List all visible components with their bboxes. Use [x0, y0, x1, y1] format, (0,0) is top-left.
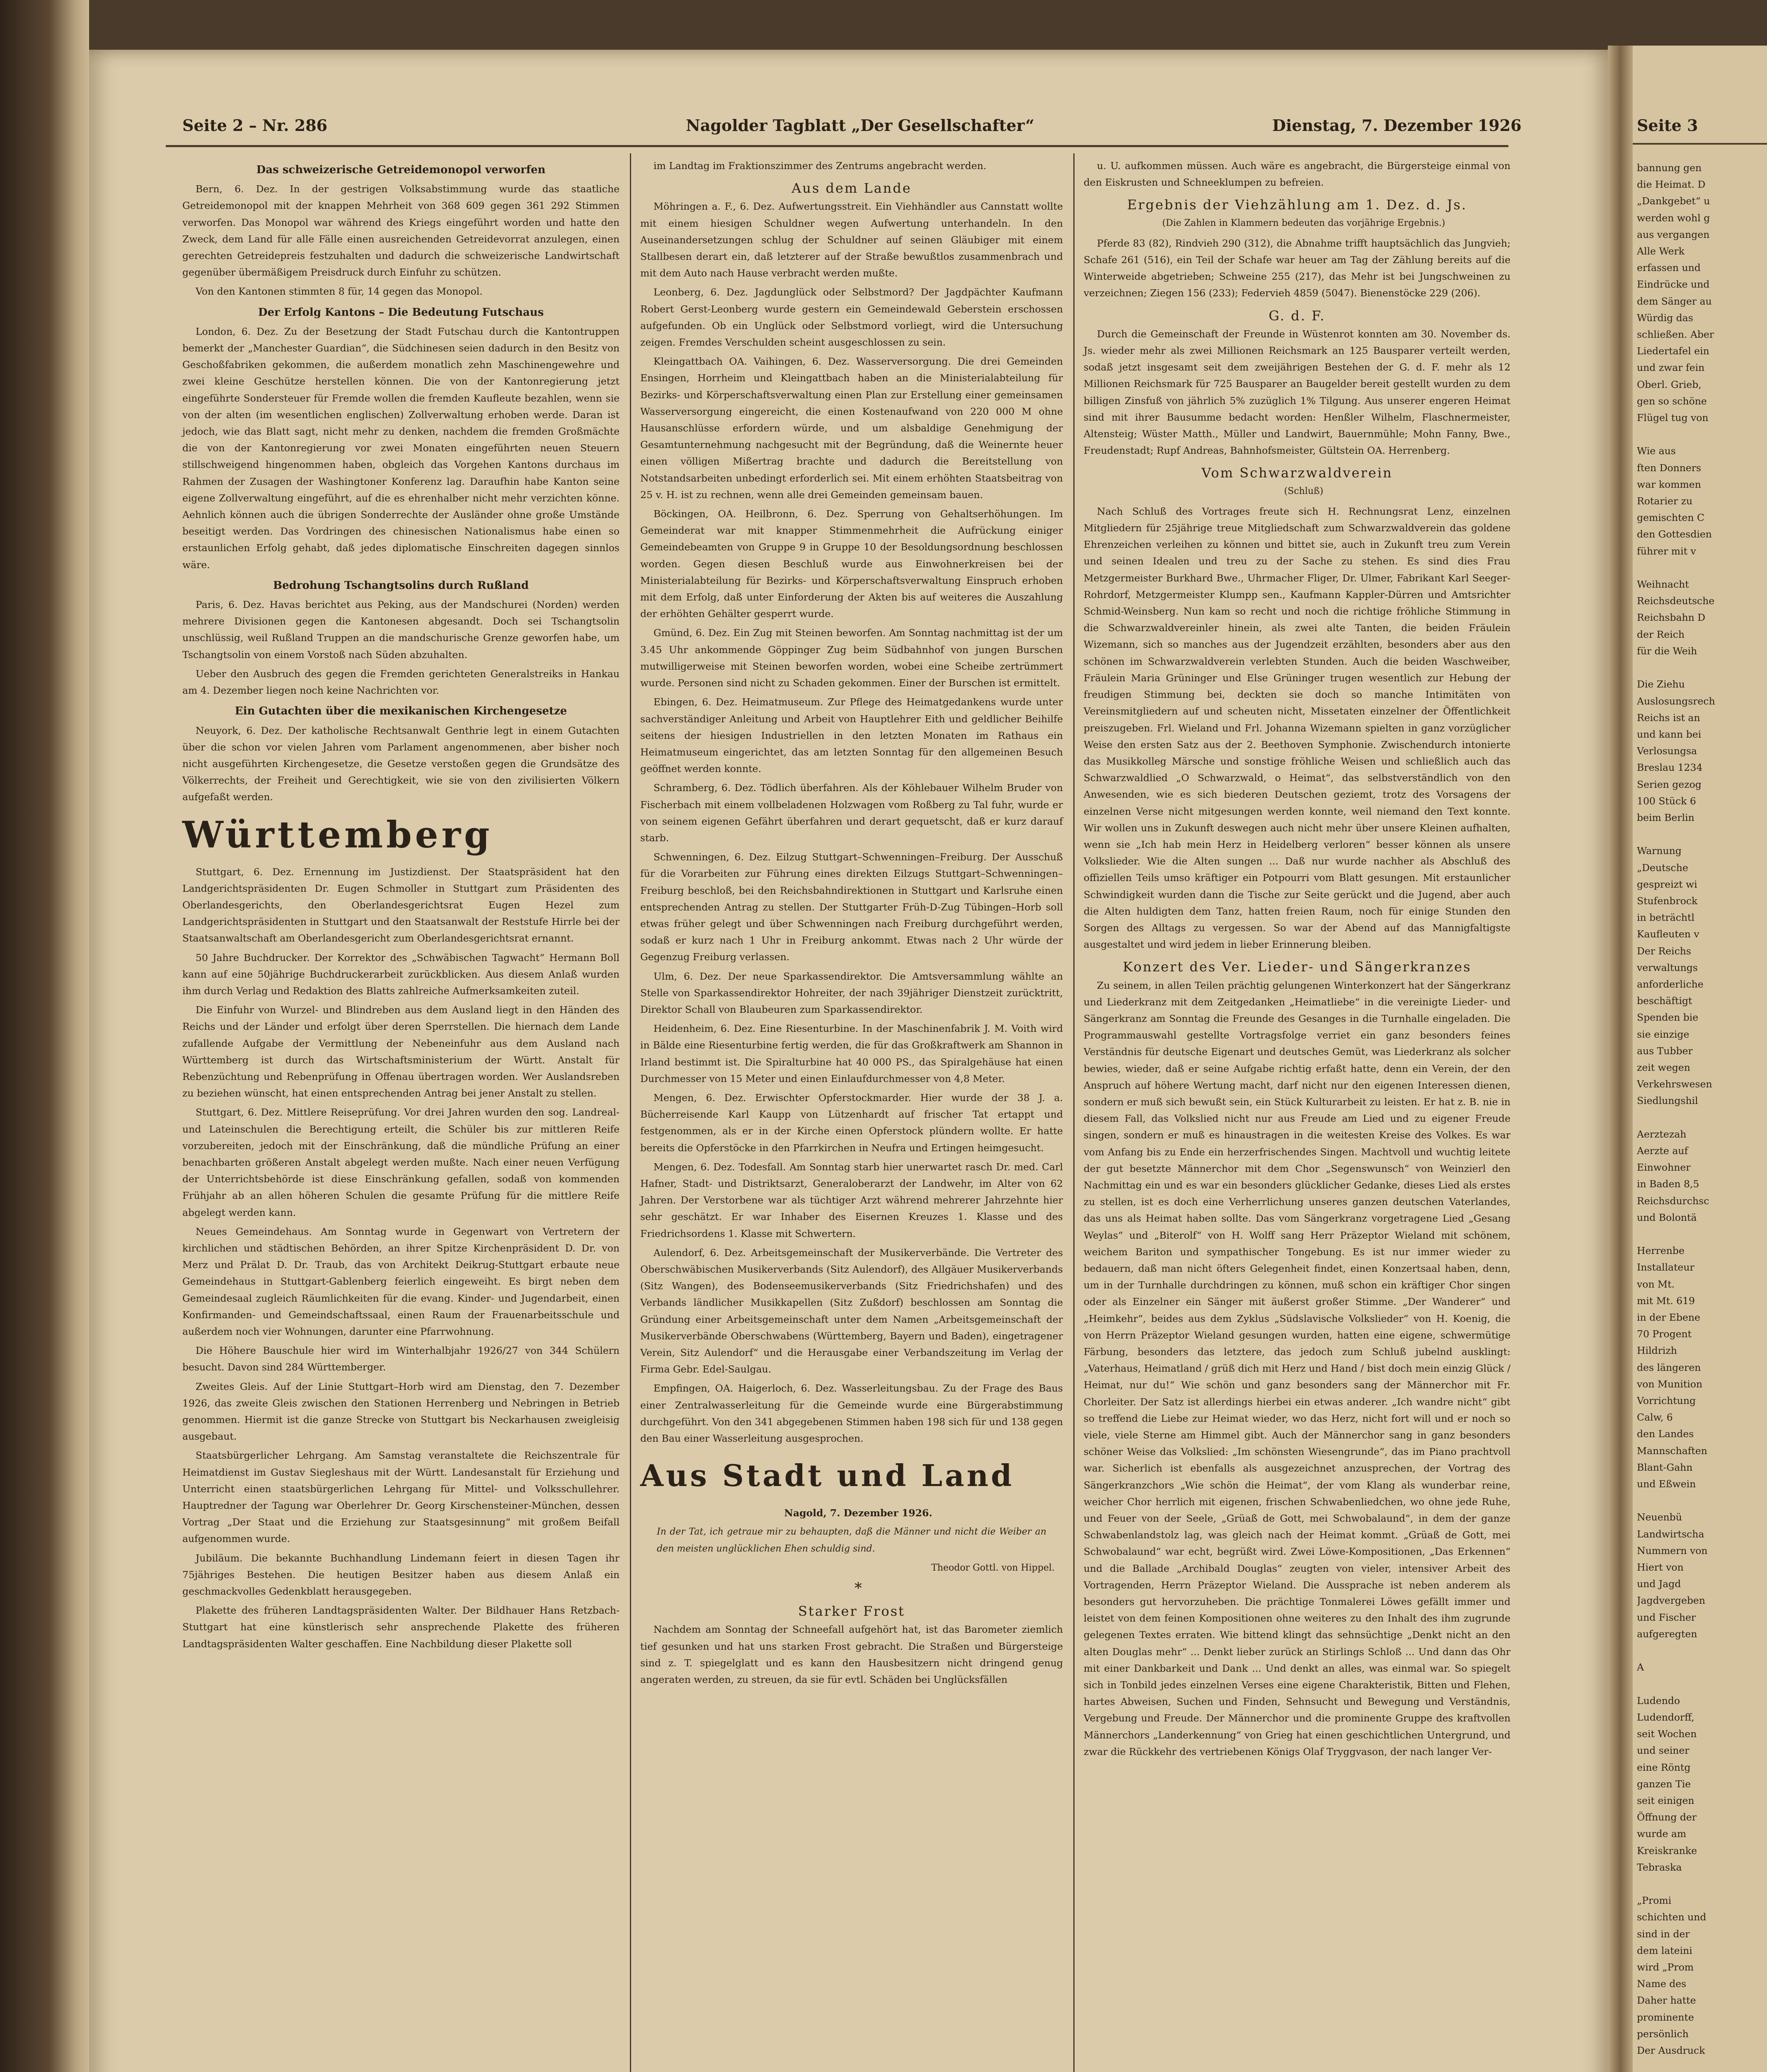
- headline: Der Erfolg Kantons – Die Bedeutung Futschaus: [258, 306, 544, 319]
- facing-page-line: Öffnung der: [1637, 1811, 1697, 1823]
- facing-page-line: Neuenbü: [1637, 1511, 1682, 1523]
- headline: Bedrohung Tschangtsolins durch Rußland: [273, 579, 529, 592]
- paragraph: Zu seinem, in allen Teilen prächtig gelungenen Winterkonzert hat der Sängerkranz und Liederkranz mit dem Zeitgedanken „Heimatliebe“ in die vereinigte Lieder- und Sängerkranz am Sonntag die Freunde des Gesanges in die Turnhalle eingeladen. Die Programmauswahl gestellte Vortragsfolge verriet ein ganz besonders feines Verständnis für deutsche Eigenart und deutsches Gemüt, was Liederkranz als solcher bewies, wieder, daß er seine Aufgabe richtig erfaßt hatte, denn ein Verein, der den Anspruch auf höhere Wertung macht, darf nicht nur den eigenen Interessen dienen, sondern er muß sich bewußt sein, ein Stück Kulturarbeit zu leisten. Er hat z. B. nie in diesem Fall, das Volkslied nicht nur aus Freude am Lied und zu eigener Freude singen, sondern er muß es hinaustragen in die weitesten Kreise des Volkes. Es war vom Anfang bis zu Ende ein herzerfrischendes Singen. Machtvoll und wuchtig leitete der gut besetzte Männerchor mit dem Chor „Segenswunsch“ von Weinzierl den Nachmittag ein und es war ein besonders glücklicher Gedanke, dieses Lied als erstes zu stellen, ist es doch eine Verherrlichung unseres ganzen deutschen Vaterlandes, das uns als Heimat haben sollte. Das vom Sängerkranz vorgetragene Lied „Gesang Weylas“ und „Biterolf“ von H. Wolff sang Herr Präzeptor Wieland mit schönem, weichem Bariton und sympathischer Tongebung. Es ist nur immer wieder zu bedauern, daß man nicht öfters Gelegenheit findet, einen Konzertsaal haben, denn, um in der Turnhalle durchdringen zu können, muß schon ein kräftiger Chor singen oder als Einzelner ein Sänger mit äußerst großer Stimme. „Der Wanderer“ und „Heimkehr“, beides aus dem Zyklus „Südslavische Volkslieder“ von H. Koenig, die von Herrn Präzeptor Wieland gesungen wurden, hatten eine eigene, schwermütige Färbung, besonders das letztere, das jedoch zum Schluß jubelnd ausklingt: „Vaterhaus, Heimatland / grüß dich mit Herz und Hand / bist doch mein einzig Glück / Heimat, nur du!“ Wie schön und ganz besonders sang der Männerchor mit Fr. Chorleiter. Der Satz ist allerdings hierbei ein etwas anderer. „Ich wandre nicht“ gibt so treffend die Liebe zur Heimat wieder, wo das Herz, nicht fort will und er noch so viele, viele Sterne am Himmel gibt. Auch der Männerchor sang in ganz besonders schöner Weise das Volkslied: „Im schönsten Wiesengrunde“, das im Piano prachtvoll war. Sicherlich ist ebenfalls als ausgezeichnet anzusprechen, der Vortrag des Sängerkranzchors „Wie schön die Heimat“, der vom Klang als wunderbar reine, weicher Chor herrlich mit eigenen, frischen Schwabenliedchen, wo ohne jede Ruhe, und Feuer von der Seele, „Grüaß de Gott, mei Schwobalaund“, in dem der ganze Schwabenlandstolz lag, was gleich nach der Heimat kommt. „Grüaß de Gott, mei Schwobalaund“ war echt, begrüßt wird. Zwei Löwe-Kompositionen, „Das Erkennen“ und die Ballade „Archibald Douglas“ zeugten von vieler, intensiver Arbeit des Vortragenden, Herrn Präzeptor Wieland. Die Aussprache ist neben anderem als besonders gut hervorzuheben. Die prächtige Tonmalerei Löwes gefällt immer und leistet von dem feinen Kompositionen ohne weiteres zu den Inhalt des ihm zugrunde gelegenen Textes erraten. Wie bittend klingt das sehnsüchtige „Denkt nicht an den alten Douglas mehr“ ... Denkt lieber zurück an Stirlings Schloß ... Und dann das Ohr mit einer Dankbarkeit und Dank ... Und denkt an alles, was einmal war. So spiegelt sich in Tonbild jedes einzelnen Verses eine eigene Charakteristik, Bitten und Flehen, hartes Abweisen, Suchen und Finden, Sehnsucht und Bewegung und Verständnis, Vergebung und Freude. Der Männerchor und die prominente Gruppe des kraftvollen Männerchors „Landerkennung“ von Grieg hat einen geschichtlichen Untergrund, und zwar die Rückkehr des vertriebenen Königs Olaf Tryggvason, der nach langer Ver-: [1084, 979, 1510, 1757]
- subsection-title: Konzert des Ver. Lieder- und Sängerkranzes: [1123, 959, 1472, 975]
- facing-page-line: sie einzige: [1637, 1028, 1690, 1040]
- facing-page-line: persönlich: [1637, 2028, 1689, 2040]
- facing-page-line: und zwar fein: [1637, 362, 1705, 374]
- facing-page-line: [1637, 826, 1765, 842]
- facing-page-line: Flügel tug von: [1637, 412, 1709, 424]
- facing-page-line: Kaufleuten v: [1637, 928, 1699, 940]
- subsection-title: Aus dem Lande: [792, 180, 912, 196]
- paragraph: Kleingattbach OA. Vaihingen, 6. Dez. Wasserversorgung. Die drei Gemeinden Ensingen, Horrheim und Kleingattbach haben an die Ministerialabteilung für Bezirks- und Körperschaftsverwaltung einen Plan zur Erstellung einer gemeinsamen Wasserversorgung eingereicht, die einen Kostenaufwand von 220 000 M ohne Hausanschlüsse erfordern würde, und um alsbaldige Genehmigung der Gesamtunternehmung nachgesucht mit der Begründung, daß die Weinernte heuer einen völligen Mißertrag brachte und dadurch die Bereitstellung von Notstandsarbeiten unbedingt erforderlich sei. Mit einem erhöhten Staatsbeitrag von 25 v. H. ist zu rechnen, wenn alle drei Gemeinden gemeinsam bauen.: [640, 356, 1063, 501]
- facing-page-line: aus Tubber: [1637, 1045, 1693, 1057]
- paragraph: Neuyork, 6. Dez. Der katholische Rechtsanwalt Genthrie legt in einem Gutachten über die schon vor vielen Jahren vom Parlament angenommenen, aber bisher noch nicht ausgeführten Kirchengesetze, die Gesetze verstoßen gegen die Grundsätze des Völkerrechts, der Freiheit und Gerechtigkeit, wie sie von den zivilisierten Völkern aufgefaßt werden.: [182, 724, 620, 803]
- facing-page-line: eine Röntg: [1637, 1761, 1691, 1773]
- paragraph: Die Einfuhr von Wurzel- und Blindreben aus dem Ausland liegt in den Händen des Reichs und der Länder und erfolgt über deren Sperrstellen. Die hiernach dem Lande zufallende Aufgabe der Vermittlung der Nebeneinfuhr aus dem Ausland nach Württemberg ist durch das Wirtschaftsministerium der Württ. Anstalt für Rebenzüchtung und Rebenprüfung in Offenau übertragen worden. Wer Auslandsreben zu beziehen wünscht, hat einen entsprechenden Antrag bei jener Anstalt zu stellen.: [182, 1004, 620, 1099]
- facing-page-line: Hiert von: [1637, 1561, 1684, 1573]
- facing-page-line: Reichs ist an: [1637, 712, 1700, 724]
- facing-page-line: seit einigen: [1637, 1794, 1694, 1806]
- paragraph: Gmünd, 6. Dez. Ein Zug mit Steinen beworfen. Am Sonntag nachmittag ist der um 3.45 Uhr ankommende Göppinger Zug beim Südbahnhof von jungen Burschen mutwilligerweise mit Steinen beworfen worden, wobei eine Scheibe zertrümmert wurde. Personen sind nicht zu Schaden gekommen. Einer der Burschen ist ermittelt.: [640, 627, 1063, 689]
- facing-page-line: 100 Stück 6: [1637, 795, 1696, 807]
- facing-page-line: und seiner: [1637, 1745, 1690, 1757]
- facing-page-line: [1637, 1642, 1765, 1659]
- paragraph: Ebingen, 6. Dez. Heimatmuseum. Zur Pflege des Heimatgedankens wurde unter sachverständiger Anleitung und Arbeit von Hauptlehrer Eith und geldlicher Beihilfe seitens der hiesigen Industriellen in den letzten Monaten im Rathaus ein Heimatmuseum eingerichtet, das am letzten Sonntag für den allgemeinen Besuch geöffnet werden konnte.: [640, 696, 1063, 775]
- paragraph: Staatsbürgerlicher Lehrgang. Am Samstag veranstaltete die Reichszentrale für Heimatdienst im Gustav Siegleshaus mit der Württ. Landesanstalt für Erziehung und Unterricht einen staatsbürgerlichen Lehrgang für Mittel- und Volksschullehrer. Hauptredner der Tagung war Oberlehrer Dr. Georg Kirschensteiner-München, dessen Vortrag „Der Staat und die Erziehung zur Staatsgesinnung“ mit großem Beifall aufgenommen wurde.: [182, 1450, 620, 1545]
- headline: Das schweizerische Getreidemonopol verworfen: [256, 164, 546, 176]
- facing-page-line: Wie aus: [1637, 445, 1676, 457]
- masthead: Nagolder Tagblatt „Der Gesellschafter“: [686, 116, 1034, 135]
- facing-page-line: in beträchtl: [1637, 912, 1695, 924]
- facing-page-line: Hildrizh: [1637, 1345, 1677, 1357]
- facing-page-line: wurde am: [1637, 1828, 1687, 1840]
- facing-page-line: Verkehrswesen: [1637, 1078, 1712, 1090]
- facing-page-line: Siedlungshil: [1637, 1095, 1698, 1107]
- facing-page-line: [1637, 559, 1765, 576]
- facing-page-column: [1637, 160, 1765, 2059]
- facing-page-line: Ludendo: [1637, 1694, 1680, 1706]
- facing-page-line: Rotarier zu: [1637, 495, 1693, 507]
- paragraph: Schwenningen, 6. Dez. Eilzug Stuttgart–Schwenningen–Freiburg. Der Ausschuß für die Vorarbeiten zur Führung eines direkten Eilzugs Stuttgart–Schwenningen–Freiburg beschloß, bei den Reichsbahndirektionen in Stuttgart und Karlsruhe einen entsprechenden Antrag zu stellen. Der Stuttgarter Früh-D-Zug Tübingen–Horb soll etwas früher gelegt und über Schwenningen nach Freiburg durchgeführt werden, sodaß er kurz nach 1 Uhr in Freiburg ankommt. Etwas nach 2 Uhr würde der Gegenzug Freiburg verlassen.: [640, 851, 1063, 963]
- facing-page-line: Der Ausdruck: [1637, 2044, 1705, 2056]
- facing-page-line: Jagdvergeben: [1637, 1595, 1705, 1607]
- facing-page-header: Seite 3: [1637, 116, 1698, 135]
- facing-page-line: war kommen: [1637, 478, 1701, 490]
- facing-page-line: von Munition: [1637, 1378, 1703, 1390]
- header-rule: [166, 145, 1508, 147]
- facing-page-line: Reichsdeutsche: [1637, 595, 1715, 607]
- facing-page-line: ganzen Tie: [1637, 1778, 1691, 1790]
- facing-page-line: mit Mt. 619: [1637, 1295, 1695, 1307]
- separator: *: [854, 1580, 862, 1598]
- facing-page-line: beschäftigt: [1637, 995, 1692, 1007]
- facing-page-line: und Fischer: [1637, 1611, 1696, 1623]
- facing-page-line: [1637, 1226, 1765, 1242]
- facing-page-line: Spenden bie: [1637, 1012, 1699, 1024]
- facing-page-line: Aerztezah: [1637, 1128, 1687, 1140]
- facing-page-line: dem lateini: [1637, 1944, 1692, 1956]
- facing-page-line: Der Reichs: [1637, 945, 1691, 957]
- paragraph: Die Höhere Bauschule hier wird im Winterhalbjahr 1926/27 von 344 Schülern besucht. Davon sind 284 Württemberger.: [182, 1345, 620, 1373]
- facing-page-line: „Dankgebet“ u: [1637, 195, 1710, 207]
- paragraph: London, 6. Dez. Zu der Besetzung der Stadt Futschau durch die Kantontruppen bemerkt der „Manchester Guardian“, die Südchinesen seien dadurch in den Besitz von Geschoßfabriken gekommen, die außerdem monatlich zehn Maschinengewehre und zwei kleine Geschütze herstellen können. Die von der Kantonregierung jetzt eingeführte Sondersteuer für Fremde wollen die fremden Kaufleute bezahlen, wenn sie von der alten (im wesentlichen englischen) Zollverwaltung erhoben werde. Daran ist jedoch, wie das Blatt sagt, nicht mehr zu denken, nachdem die fremden Großmächte die von der Kantonregierung vor zwei Monaten eingeführten neuen Steuern stillschweigend hingenommen haben, obgleich das Vorgehen Kantons durchaus im Rahmen der Zusagen der Washingtoner Konferenz lag. Daraufhin habe Kanton seine eigene Zollverwaltung eingeführt, auf die es ehrenhalber nicht mehr verzichten könne. Aehnlich können auch die übrigen Sonderrechte der Ausländer ohne große Umstände beseitigt werden. Das Vordringen des chinesischen Nationalismus habe einen so erstaunlichen Erfolg gehabt, daß jedes diplomatische Einschreiten dagegen sinnlos wäre.: [182, 325, 620, 571]
- paragraph: Plakette des früheren Landtagspräsidenten Walter. Der Bildhauer Hans Retzbach-Stuttgart hat eine künstlerisch sehr ansprechende Plakette des früheren Landtagspräsidenten Walter geschaffen. Eine Nachbildung dieser Plakette soll: [182, 1605, 620, 1650]
- facing-page-line: Serien gezog: [1637, 778, 1702, 790]
- page-number: Seite 2 – Nr. 286: [182, 116, 327, 135]
- facing-page-line: gen so schöne: [1637, 395, 1707, 407]
- facing-page-line: Kreiskranke: [1637, 1844, 1697, 1857]
- facing-page-line: Weihnacht: [1637, 579, 1689, 591]
- facing-page-line: Nummern von: [1637, 1544, 1708, 1556]
- paragraph: Stuttgart, 6. Dez. Ernennung im Justizdienst. Der Staatspräsident hat den Landgerichtspräsidenten Dr. Eugen Schmoller in Stuttgart zum Präsidenten des Oberlandesgerichts, den Oberlandesgerichtsrat Eugen Hezel zum Landgerichtspräsidenten in Stuttgart und den Staatsanwalt der Reststufe Hirrle bei der Staatsanwaltschaft am Oberlandesgericht zum Oberlandesgerichtsrat ernannt.: [182, 866, 620, 944]
- column-rule-1: [630, 153, 631, 2072]
- facing-page-line: A: [1637, 1661, 1644, 1673]
- facing-page-line: [1637, 1876, 1765, 1892]
- paragraph: Heidenheim, 6. Dez. Eine Riesenturbine. In der Maschinenfabrik J. M. Voith wird in Bälde eine Riesenturbine fertig werden, die für das Großkraftwerk am Shannon in Irland bestimmt ist. Die Spiralturbine hat 40 000 PS., das Spiralgehäuse hat einen Durchmesser von 15 Meter und einen Einlaufdurchmesser von 4,8 Meter.: [640, 1023, 1063, 1084]
- facing-page-line: Installateur: [1637, 1261, 1694, 1273]
- facing-page-line: verwaltungs: [1637, 961, 1698, 973]
- facing-page-line: seit Wochen: [1637, 1728, 1697, 1740]
- facing-page-line: Breslau 1234: [1637, 762, 1703, 774]
- facing-page-line: dem Sänger au: [1637, 295, 1712, 307]
- facing-page-line: [1637, 1109, 1765, 1126]
- facing-page-line: den Gottesdien: [1637, 528, 1712, 540]
- paragraph: Böckingen, OA. Heilbronn, 6. Dez. Sperrung von Gehaltserhöhungen. Im Gemeinderat war mit knapper Stimmenmehrheit die Aufrückung einiger Gemeindebeamten von Gruppe 9 in Gruppe 10 der Besoldungsordnung beschlossen worden. Gegen diesen Beschluß wurde aus Einwohnerkreisen bei der Ministerialabteilung für Bezirks- und Körperschaftsverwaltung Einspruch erhoben mit dem Erfolg, daß unter Einforderung der Akten bis auf weiteres die Auszahlung der erhöhten Gehälter gesperrt wurde.: [640, 508, 1063, 620]
- subsection-title: G. d. F.: [1268, 307, 1326, 324]
- paragraph: Von den Kantonen stimmten 8 für, 14 gegen das Monopol.: [196, 286, 483, 298]
- section-title: Württemberg: [182, 813, 493, 856]
- facing-page-line: Ludendorff,: [1637, 1711, 1694, 1723]
- facing-page-line: zeit wegen: [1637, 1061, 1690, 1073]
- facing-page-line: Landwirtscha: [1637, 1528, 1704, 1540]
- paragraph: im Landtag im Fraktionszimmer des Zentrums angebracht werden.: [654, 160, 987, 172]
- facing-page-line: die Heimat. D: [1637, 179, 1706, 191]
- facing-page-line: erfassen und: [1637, 262, 1701, 274]
- facing-page-line: [1637, 1675, 1765, 1692]
- facing-page: [1633, 46, 1767, 2072]
- facing-page-line: Stufenbrock: [1637, 895, 1698, 907]
- paragraph: Nach Schluß des Vortrages freute sich H. Rechnungsrat Lenz, einzelnen Mitgliedern für 25jährige treue Mitgliedschaft zum Schwarzwaldverein das goldene Ehrenzeichen verleihen zu können und bittet sie, auch in Zukunft treu zum Verein und seinen Idealen und treu zu der Sache zu stehen. Es sind dies Frau Metzgermeister Burkhard Bwe., Uhrmacher Fliger, Dr. Ulmer, Fabrikant Karl Seeger-Rohrdorf, Metzgermeister Klumpp sen., Kaufmann Kappler-Dürren und Amtsrichter Schmid-Weinsberg. Nun kam so recht und noch die richtige fröhliche Stimmung in die Schwarzwaldvereinler hinein, als zwei alte Tanten, die beiden Fräulein Wizemann, sich so manches aus der Jugendzeit erzählten, besonders aber aus den schönen im Schwarzwaldverein verlebten Stunden. Auch die beiden Waschweiber, Fräulein Maria Grüninger und Else Grüninger trugen wesentlich zur Hebung der freudigen Stimmung bei, deckten sie doch so manche Intimitäten von Vereinsmitgliedern auf und scheuten nicht, Missetaten einzelner der Öffentlichkeit preiszugeben. Frl. Wieland und Frl. Johanna Wizemann spielten in ganz vorzüglicher Weise den ersten Satz aus der 2. Beethoven Symphonie. Zwischendurch intonierte das Musikkolleg Märsche und sonstige fröhliche Weisen und schließlich auch das Schwarzwaldlied „O Schwarzwald, o Heimat“, das selbstverständlich von den Anwesenden, wie es sich biederen Deutschen geziemt, trotz des Vorsagens der einzelnen Verse nicht mitgesungen werden konnte, weil niemand den Text konnte. Wir wollen uns in Zukunft deswegen auch nicht mehr über unsere Kleinen aufhalten, wenn sie „Ich hab mein Herz in Heidelberg verloren“ besser können als unsere Volkslieder. Wie die Alten sungen ... Daß nur wurde nachher als Abschluß des offiziellen Teils umso kräftiger ein Potpourri vom Blatt gesungen. Mit erstaunlicher Schwindigkeit wurden dann die Tische zur Seite gerückt und die Jugend, aber auch die Alten huldigten dem Tanz, hatten freien Raum, noch für einige Stunden den Sorgen des Alltags zu vergessen. So war der Abend auf das Mannigfaltigste ausgestaltet und wird jedem in lieber Erinnerung bleiben.: [1084, 505, 1510, 951]
- facing-page-line: Die Ziehu: [1637, 678, 1685, 690]
- facing-page-line: und Jagd: [1637, 1578, 1681, 1590]
- facing-page-line: und kann bei: [1637, 728, 1702, 740]
- page-gutter: [1608, 46, 1633, 2072]
- facing-page-line: gespreizt wi: [1637, 878, 1697, 890]
- facing-page-line: Eindrücke und: [1637, 278, 1710, 290]
- column-2: [640, 157, 1063, 1690]
- facing-page-line: und Eßwein: [1637, 1478, 1696, 1490]
- facing-page-line: Würdig das: [1637, 312, 1693, 324]
- paragraph: Empfingen, OA. Haigerloch, 6. Dez. Wasserleitungsbau. Zu der Frage des Baus einer Zentralwasserleitung für die Gemeinde wurde eine Bürgerabstimmung durchgeführt. Von den 341 abgegebenen Stimmen haben 198 sich für und 138 gegen den Bau einer Wasserleitung ausgesprochen.: [640, 1382, 1063, 1445]
- facing-page-line: aus vergangen: [1637, 228, 1710, 240]
- facing-page-line: Daher hatte: [1637, 1995, 1696, 2007]
- facing-page-line: der Reich: [1637, 628, 1685, 640]
- facing-page-line: führer mit v: [1637, 545, 1696, 557]
- facing-page-line: gemischten C: [1637, 512, 1705, 524]
- dateline: Nagold, 7. Dezember 1926.: [784, 1507, 932, 1519]
- facing-page-line: den Landes: [1637, 1428, 1694, 1440]
- subtitle: (Die Zahlen in Klammern bedeuten das vorjährige Ergebnis.): [1162, 218, 1445, 228]
- facing-page-line: 70 Progent: [1637, 1328, 1692, 1340]
- facing-page-line: aufgeregten: [1637, 1628, 1697, 1640]
- signature: Theodor Gottl. von Hippel.: [931, 1562, 1055, 1573]
- paragraph: Mengen, 6. Dez. Todesfall. Am Sonntag starb hier unerwartet rasch Dr. med. Carl Hafner, Stadt- und Distriktsarzt, Generaloberarzt der Landwehr, im Alter von 62 Jahren. Der Verstorbene war als tüchtiger Arzt während mehrerer Jahrzehnte hier sehr geschätzt. Er war Inhaber des Eisernen Kreuzes 1. Klasse und des Friedrichsordens 1. Klasse mit Schwertern.: [640, 1161, 1063, 1239]
- facing-page-line: schichten und: [1637, 1911, 1706, 1923]
- facing-page-line: Name des: [1637, 1978, 1687, 1990]
- facing-page-line: Verlosungsa: [1637, 745, 1697, 757]
- paragraph: Ulm, 6. Dez. Der neue Sparkassendirektor. Die Amtsversammlung wählte an Stelle von Sparkassendirektor Hohreiter, der nach 39jähriger Dienstzeit zurücktritt, Direktor Schall von Blaubeuren zum Sparkassendirektor.: [640, 970, 1063, 1015]
- facing-page-line: Herrenbe: [1637, 1245, 1685, 1257]
- facing-page-line: von Mt.: [1637, 1278, 1675, 1290]
- column-1: [182, 157, 620, 1655]
- facing-page-line: Reichsdurchsc: [1637, 1195, 1709, 1207]
- quote: In der Tat, ich getraue mir zu behaupten, daß die Männer und nicht die Weiber an den meisten unglücklichen Ehen schuldig sind.: [657, 1527, 1046, 1554]
- paragraph: Möhringen a. F., 6. Dez. Aufwertungsstreit. Ein Viehhändler aus Cannstatt wollte mit einem hiesigen Schuldner wegen Aufwertung unterhandeln. In den Auseinandersetzungen schlug der Schuldner auf seinen Gläubiger mit einem Stallbesen derart ein, daß letzterer auf der Straße bewußtlos zusammenbrach und mit dem Auto nach Hause verbracht werden mußte.: [640, 201, 1063, 279]
- column-3: [1084, 157, 1510, 1762]
- facing-page-line: [1637, 1492, 1765, 1509]
- facing-page-line: [1637, 426, 1765, 443]
- paragraph: Pferde 83 (82), Rindvieh 290 (312), die Abnahme trifft hauptsächlich das Jungvieh; Schafe 261 (516), ein Teil der Schafe war heuer am Tag der Zählung bereits auf die Winterweide abgetrieben; Schweine 255 (217), das Mehr ist bei Jungschweinen zu verzeichnen; Ziegen 156 (233); Federvieh 4859 (5047). Bienenstöcke 229 (206).: [1084, 237, 1510, 299]
- facing-page-line: Liedertafel ein: [1637, 345, 1709, 357]
- subtitle: (Schluß): [1284, 486, 1324, 496]
- subsection-title: Vom Schwarzwaldverein: [1201, 465, 1393, 481]
- facing-page-line: bannung gen: [1637, 162, 1702, 174]
- issue-date: Dienstag, 7. Dezember 1926: [1272, 116, 1522, 135]
- paragraph: Zweites Gleis. Auf der Linie Stuttgart–Horb wird am Dienstag, den 7. Dezember 1926, das zweite Gleis zwischen den Stationen Herrenberg und Nebringen in Betrieb genommen. Hiermit ist die ganze Strecke von Stuttgart bis Neckarhausen zweigleisig ausgebaut.: [182, 1380, 620, 1443]
- column-rule-2: [1073, 153, 1075, 2072]
- facing-page-line: [1637, 659, 1765, 676]
- facing-page-line: Aerzte auf: [1637, 1145, 1688, 1157]
- paragraph: Jubiläum. Die bekannte Buchhandlung Lindemann feiert in diesen Tagen ihr 75jähriges Bestehen. Die heutigen Besitzer haben aus diesem Anlaß ein geschmackvolles Gedenkblatt herausgegeben.: [182, 1552, 620, 1598]
- facing-page-line: beim Berlin: [1637, 811, 1694, 823]
- facing-page-line: schließen. Aber: [1637, 329, 1714, 341]
- subsection-title: Ergebnis der Viehzählung am 1. Dez. d. Js.: [1127, 197, 1467, 213]
- paragraph: Schramberg, 6. Dez. Tödlich überfahren. Als der Köhlebauer Wilhelm Bruder von Fischerbach mit einem vollbeladenen Holzwagen vom Roßberg zu Tal fuhr, wurde er von seinem eigenen Gefährt überfahren und derart gequetscht, daß er kurz darauf starb.: [640, 782, 1063, 844]
- book-spine: [0, 0, 89, 2072]
- facing-page-line: Warnung: [1637, 845, 1682, 857]
- facing-page-line: wird „Prom: [1637, 1961, 1694, 1973]
- paragraph: Paris, 6. Dez. Havas berichtet aus Peking, aus der Mandschurei (Norden) werden mehrere Divisionen gegen die Kantonesen abgesandt. Doch sei Tschangtsolin unschlüssig, weil Rußland Truppen an die mandschurische Grenze geworfen habe, um Tschangtsolin von einem Vorstoß nach Süden abzuhalten.: [182, 599, 620, 661]
- facing-page-line: Einwohner: [1637, 1162, 1691, 1174]
- paragraph: 50 Jahre Buchdrucker. Der Korrektor des „Schwäbischen Tagwacht“ Hermann Boll kann auf eine 50jährige Buchdruckerarbeit zurückblicken. Aus diesem Anlaß wurden ihm durch Verlag und Redaktion des Blatts zahlreiche Aufmerksamkeiten zuteil.: [182, 951, 620, 997]
- facing-page-line: des längeren: [1637, 1361, 1701, 1373]
- facing-page-line: Tebraska: [1637, 1861, 1682, 1873]
- headline: Ein Gutachten über die mexikanischen Kirchengesetze: [235, 705, 567, 718]
- paragraph: Stuttgart, 6. Dez. Mittlere Reiseprüfung. Vor drei Jahren wurden den sog. Landreal- und Lateinschulen die Berechtigung erteilt, die Schüler bis zur mittleren Reife vorzubereiten, jedoch mit der Einschränkung, daß die mündliche Prüfung an einer benachbarten größeren Anstalt abgelegt werden mußte. Nach einer neuen Verfügung der Unterrichtsbehörde ist diese Einschränkung gefallen, sodaß von kommenden Frühjahr ab an allen höheren Schulen die gesamte Prüfung für die mittlere Reife abgelegt werden kann.: [182, 1106, 620, 1218]
- facing-header-rule: [1633, 143, 1767, 145]
- paragraph: Ueber den Ausbruch des gegen die Fremden gerichteten Generalstreiks in Hankau am 4. Dezember liegen noch keine Nachrichten vor.: [182, 668, 620, 697]
- paragraph: Neues Gemeindehaus. Am Sonntag wurde in Gegenwart von Vertretern der kirchlichen und städtischen Behörden, an ihrer Spitze Kirchenpräsident D. Dr. von Merz und Prälat D. Dr. Traub, das von Architekt Deikrug-Stuttgart erbaute neue Gemeindehaus in Stuttgart-Gablenberg feierlich eingeweiht. Es birgt neben dem Gemeindesaal zugleich Räumlichkeiten für die evang. Kinder- und Jugendarbeit, einen Konfirmanden- und Gemeindschaftssaal, einen Raum der Frauenarbeitsschule und außerdem noch vier Wohnungen, darunter eine Pfarrwohnung.: [182, 1225, 620, 1337]
- paragraph: Aulendorf, 6. Dez. Arbeitsgemeinschaft der Musikerverbände. Die Vertreter des Oberschwäbischen Musikerverbands (Sitz Aulendorf), des Allgäuer Musikerverbands (Sitz Wangen), des Bodenseemusikerverbands (Sitz Friedrichshafen) und des Verbands ländlicher Musikkapellen (Sitz Zußdorf) beschlossen am Sonntag die Gründung einer Arbeitsgemeinschaft unter dem Namen „Arbeitsgemeinschaft der Musikerverbände Oberschwabens (Württemberg, Bayern und Baden), eingetragener Verein, Sitz Aulendorf“ und die Herausgabe einer Verbandszeitung im Verlag der Firma Gebr. Edel-Saulgau.: [640, 1247, 1063, 1375]
- facing-page-line: Auslosungsrech: [1637, 695, 1715, 707]
- paragraph: Mengen, 6. Dez. Erwischter Opferstockmarder. Hier wurde der 38 J. a. Bücherreisende Karl Kaupp von Lützenhardt auf frischer Tat ertappt und festgenommen, als er in der Kirche einen Opferstock plündern wollte. Er hatte bereits die Opferstöcke in den Pfarrkirchen in Neufra und Ertingen heimgesucht.: [640, 1092, 1063, 1154]
- facing-page-line: sind in der: [1637, 1928, 1690, 1940]
- paragraph: Leonberg, 6. Dez. Jagdunglück oder Selbstmord? Der Jagdpächter Kaufmann Robert Gerst-Leonberg wurde gestern ein Gemeindewald Geberstein erschossen aufgefunden. Ob ein Unglück oder Selbstmord vorliegt, wird die Untersuchung zeigen. Fremdes Verschulden scheint ausgeschlossen zu sein.: [640, 286, 1063, 349]
- facing-page-line: ften Donners: [1637, 462, 1702, 474]
- paragraph: u. U. aufkommen müssen. Auch wäre es angebracht, die Bürgersteige einmal von den Eiskrusten und Schneeklumpen zu befreien.: [1084, 160, 1510, 189]
- facing-page-line: Mannschaften: [1637, 1445, 1707, 1457]
- facing-page-line: prominente: [1637, 2011, 1694, 2023]
- facing-page-line: Alle Werk: [1637, 245, 1685, 257]
- paragraph: Nachdem am Sonntag der Schneefall aufgehört hat, ist das Barometer ziemlich tief gesunken und hat uns starken Frost gebracht. Die Straßen und Bürgersteige sind z. T. spiegelglatt und es kann den Hausbesitzern nicht dringend genug angeraten werden, zu streuen, da sie für evtl. Schäden bei Unglücksfällen: [640, 1624, 1063, 1686]
- paragraph: Durch die Gemeinschaft der Freunde in Wüstenrot konnten am 30. November ds. Js. wieder mehr als zwei Millionen Reichsmark an 125 Bausparer verteilt werden, sodaß jetzt insgesamt seit dem zweijährigen Bestehen der G. d. F. mehr als 12 Millionen Reichsmark für 725 Bausparer an Baugelder bereit gestellt wurden zu dem billigen Zinsfuß von jährlich 5% zuzüglich 1% Tilgung. Aus unserer engeren Heimat sind mit ihrer Bausumme bedacht worden: Henßler Wilhelm, Flaschnermeister, Altensteig; Wüster Matth., Müller und Landwirt, Bauernmühle; Mohn Fanny, Bwe., Freudenstadt; Rupf Andreas, Bahnhofsmeister, Gültstein OA. Herrenberg.: [1084, 328, 1510, 457]
- facing-page-line: Reichsbahn D: [1637, 612, 1706, 624]
- section-title: Aus Stadt und Land: [640, 1458, 1014, 1493]
- facing-page-line: und Bolontä: [1637, 1211, 1697, 1223]
- facing-page-line: anforderliche: [1637, 978, 1704, 990]
- paragraph: Bern, 6. Dez. In der gestrigen Volksabstimmung wurde das staatliche Getreidemonopol mit der knappen Mehrheit von 368 609 gegen 361 292 Stimmen verworfen. Das Monopol war während des Kriegs eingeführt worden und hatte den Zweck, dem Land für alle Fälle einen ausreichenden Getreidevorrat anzulegen, einen gerechten Getreidepreis festzuhalten und dadurch die schweizerische Landwirtschaft gegenüber übermäßigem Preisdruck durch Einfuhr zu schützen.: [182, 183, 620, 278]
- facing-page-line: Calw, 6: [1637, 1411, 1673, 1423]
- facing-page-line: Blant-Gahn: [1637, 1461, 1693, 1473]
- facing-page-line: in der Ebene: [1637, 1312, 1700, 1324]
- facing-page-line: in Baden 8,5: [1637, 1178, 1699, 1190]
- subsection-title: Starker Frost: [798, 1603, 905, 1619]
- facing-page-line: werden wohl g: [1637, 212, 1710, 224]
- facing-page-line: für die Weih: [1637, 645, 1697, 657]
- facing-page-line: „Promi: [1637, 1895, 1672, 1907]
- facing-page-line: Vorrichtung: [1637, 1395, 1696, 1407]
- facing-page-line: Oberl. Grieb,: [1637, 378, 1702, 390]
- facing-page-line: „Deutsche: [1637, 862, 1688, 874]
